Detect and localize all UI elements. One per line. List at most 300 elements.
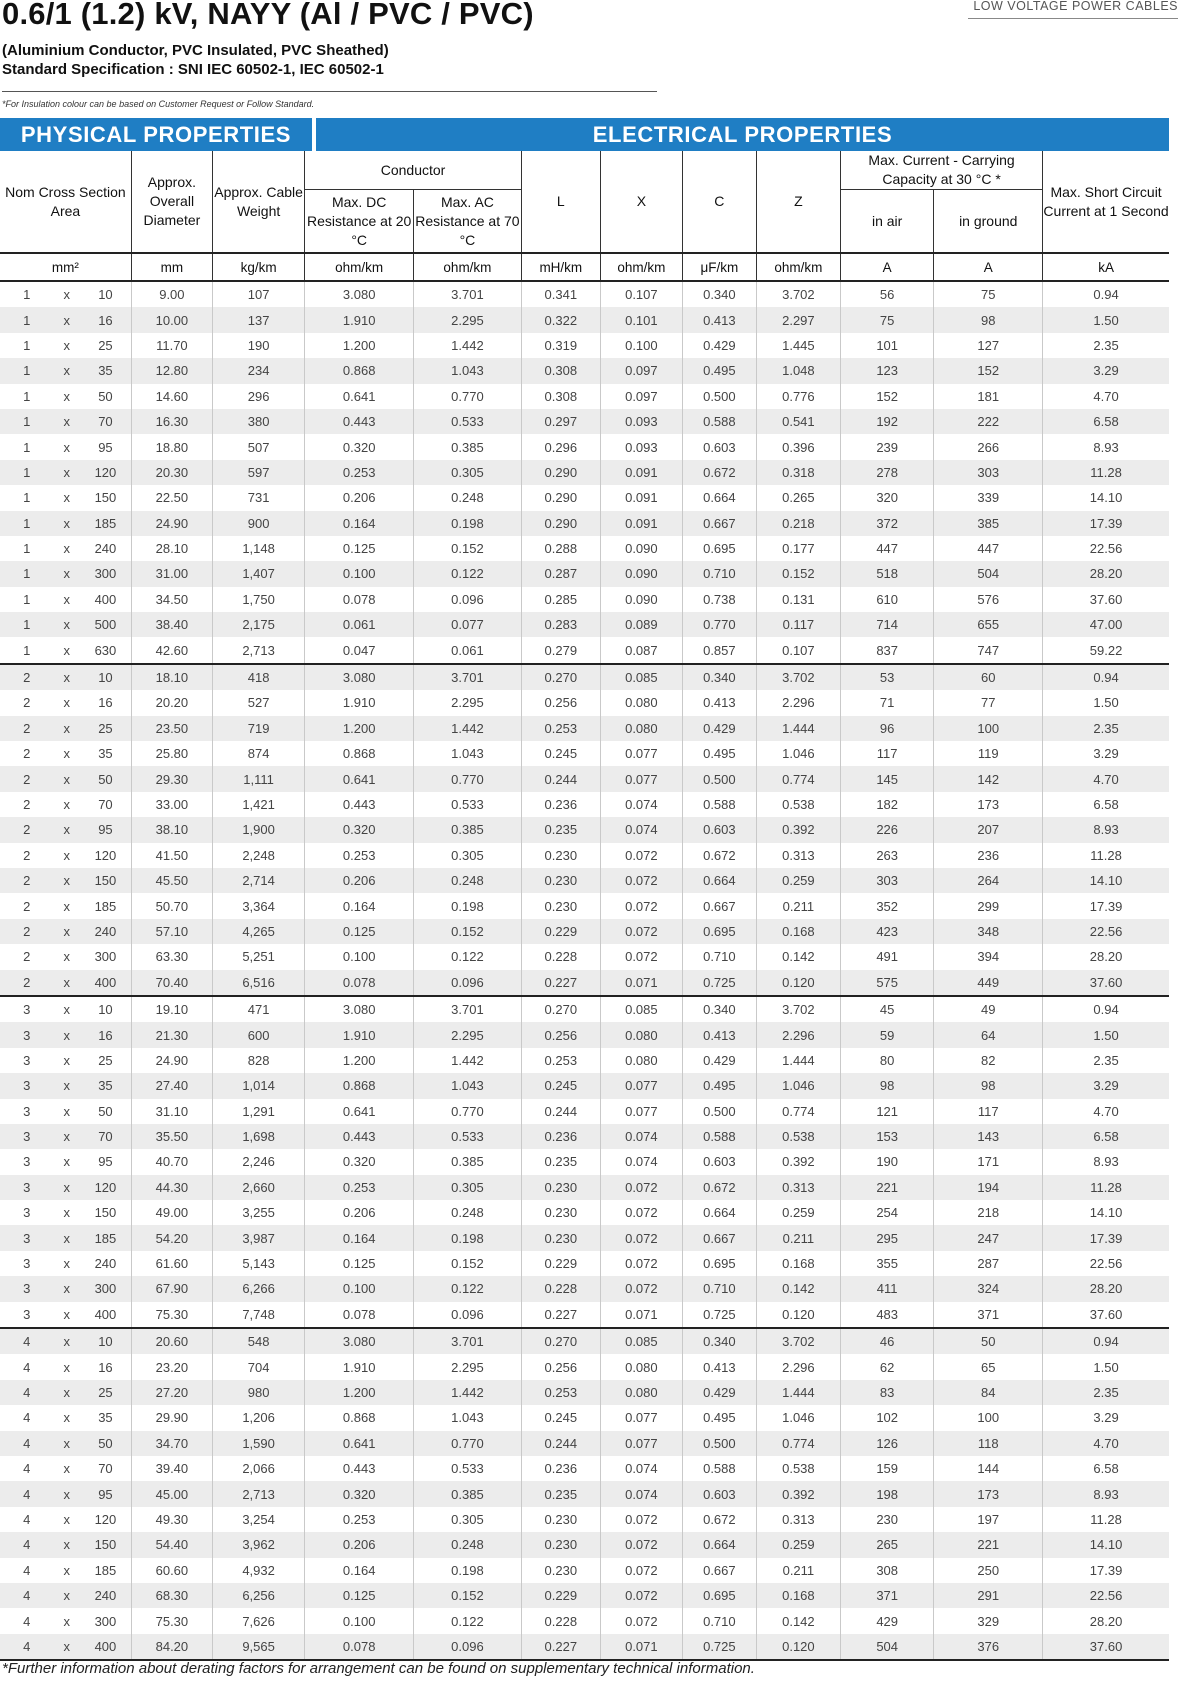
capacitance-cell: 0.710 bbox=[682, 1608, 756, 1633]
cores-cell: 1 bbox=[0, 307, 53, 332]
short-circuit-cell: 6.58 bbox=[1043, 792, 1169, 817]
reactance-cell: 0.080 bbox=[600, 1354, 682, 1379]
ac-resistance-cell: 0.385 bbox=[414, 434, 522, 459]
short-circuit-cell: 22.56 bbox=[1043, 1583, 1169, 1608]
ac-resistance-cell: 0.198 bbox=[414, 1225, 522, 1250]
capacitance-cell: 0.340 bbox=[682, 281, 756, 307]
weight-cell: 6,516 bbox=[212, 970, 304, 996]
impedance-cell: 2.296 bbox=[756, 690, 840, 715]
reactance-cell: 0.077 bbox=[600, 1099, 682, 1124]
short-circuit-cell: 6.58 bbox=[1043, 1124, 1169, 1149]
ac-resistance-cell: 0.385 bbox=[414, 1481, 522, 1506]
weight-cell: 137 bbox=[212, 307, 304, 332]
reactance-cell: 0.072 bbox=[600, 944, 682, 969]
reactance-cell: 0.072 bbox=[600, 1558, 682, 1583]
times-cell: x bbox=[53, 1431, 80, 1456]
reactance-cell: 0.090 bbox=[600, 536, 682, 561]
cores-cell: 1 bbox=[0, 409, 53, 434]
reactance-cell: 0.072 bbox=[600, 919, 682, 944]
current-ground-cell: 142 bbox=[934, 766, 1043, 791]
diameter-cell: 34.70 bbox=[131, 1431, 212, 1456]
dc-resistance-cell: 0.078 bbox=[305, 970, 414, 996]
times-cell: x bbox=[63, 1052, 70, 1068]
current-air-cell: 45 bbox=[840, 996, 933, 1022]
dc-resistance-cell: 1.910 bbox=[305, 690, 414, 715]
header-in-ground: in ground bbox=[934, 190, 1043, 254]
dc-resistance-cell: 3.080 bbox=[305, 1328, 414, 1354]
diameter-cell: 61.60 bbox=[131, 1251, 212, 1276]
cores-cell: 3 bbox=[0, 1073, 53, 1098]
current-air-cell: 320 bbox=[840, 485, 933, 510]
weight-cell: 1,111 bbox=[212, 766, 304, 791]
diameter-cell: 16.30 bbox=[131, 409, 212, 434]
ac-resistance-cell: 0.096 bbox=[414, 1302, 522, 1328]
short-circuit-cell: 0.94 bbox=[1043, 281, 1169, 307]
short-circuit-cell: 37.60 bbox=[1043, 1634, 1169, 1660]
table-row bbox=[0, 511, 1169, 536]
capacitance-cell: 0.588 bbox=[682, 1124, 756, 1149]
weight-cell: 4,932 bbox=[212, 1558, 304, 1583]
dc-resistance-cell: 0.078 bbox=[305, 587, 414, 612]
impedance-cell: 0.218 bbox=[756, 511, 840, 536]
impedance-cell: 0.538 bbox=[756, 792, 840, 817]
short-circuit-cell: 11.28 bbox=[1043, 1175, 1169, 1200]
capacitance-cell: 0.603 bbox=[682, 817, 756, 842]
footnote: *Further information about derating factors for arrangement can be found on supplementary technical information. bbox=[2, 1660, 755, 1677]
times-cell: x bbox=[53, 664, 80, 690]
short-circuit-cell: 4.70 bbox=[1043, 1431, 1169, 1456]
capacitance-cell: 0.738 bbox=[682, 587, 756, 612]
cores-cell: 1 bbox=[23, 490, 31, 506]
weight-cell: 3,987 bbox=[212, 1225, 304, 1250]
diameter-cell: 24.90 bbox=[131, 1048, 212, 1073]
category-label: LOW VOLTAGE POWER CABLES bbox=[973, 0, 1178, 13]
current-air-cell: 429 bbox=[840, 1608, 933, 1633]
reactance-cell: 0.074 bbox=[600, 817, 682, 842]
current-air-cell: 117 bbox=[840, 741, 933, 766]
reactance-cell: 0.091 bbox=[600, 460, 682, 485]
impedance-cell: 1.445 bbox=[756, 333, 840, 358]
times-cell: x bbox=[53, 409, 80, 434]
impedance-cell: 2.297 bbox=[756, 307, 840, 332]
diameter-cell: 31.00 bbox=[131, 561, 212, 586]
weight-cell: 548 bbox=[212, 1328, 304, 1354]
capacitance-cell: 0.413 bbox=[682, 690, 756, 715]
inductance-cell: 0.230 bbox=[521, 1558, 600, 1583]
impedance-cell: 3.702 bbox=[756, 664, 840, 690]
cores-cell: 3 bbox=[23, 1052, 31, 1068]
reactance-cell: 0.072 bbox=[600, 1251, 682, 1276]
capacitance-cell: 0.667 bbox=[682, 1558, 756, 1583]
table-row bbox=[0, 1507, 1169, 1532]
times-cell: x bbox=[53, 1175, 80, 1200]
cores-cell: 2 bbox=[0, 664, 53, 690]
unit-area: mm² bbox=[0, 253, 131, 281]
short-circuit-cell: 14.10 bbox=[1043, 485, 1169, 510]
weight-cell: 380 bbox=[212, 409, 304, 434]
reactance-cell: 0.072 bbox=[600, 1507, 682, 1532]
times-cell: x bbox=[63, 1154, 70, 1170]
diameter-cell: 20.60 bbox=[131, 1328, 212, 1354]
short-circuit-cell: 28.20 bbox=[1043, 944, 1169, 969]
times-cell: x bbox=[63, 949, 70, 965]
weight-cell: 7,748 bbox=[212, 1302, 304, 1328]
capacitance-cell: 0.664 bbox=[682, 485, 756, 510]
inductance-cell: 0.227 bbox=[521, 1302, 600, 1328]
ac-resistance-cell: 0.385 bbox=[414, 1149, 522, 1174]
area-cell: 35 bbox=[80, 1073, 131, 1098]
current-air-cell: 226 bbox=[840, 817, 933, 842]
ac-resistance-cell: 1.442 bbox=[414, 1048, 522, 1073]
dc-resistance-cell: 0.443 bbox=[305, 1456, 414, 1481]
reactance-cell: 0.077 bbox=[600, 1405, 682, 1430]
reactance-cell: 0.077 bbox=[600, 1431, 682, 1456]
current-ground-cell: 173 bbox=[934, 792, 1043, 817]
ac-resistance-cell: 0.096 bbox=[414, 587, 522, 612]
table-row bbox=[0, 1225, 1169, 1250]
impedance-cell: 0.152 bbox=[756, 561, 840, 586]
inductance-cell: 0.229 bbox=[521, 1583, 600, 1608]
area-cell: 500 bbox=[80, 612, 131, 637]
page-title: 0.6/1 (1.2) kV, NAYY (Al / PVC / PVC) bbox=[2, 0, 534, 31]
current-air-cell: 423 bbox=[840, 919, 933, 944]
area-cell: 185 bbox=[80, 511, 131, 536]
impedance-cell: 0.117 bbox=[756, 612, 840, 637]
diameter-cell: 20.30 bbox=[131, 460, 212, 485]
dc-resistance-cell: 0.047 bbox=[305, 637, 414, 663]
times-cell: x bbox=[63, 337, 70, 353]
area-cell: 25 bbox=[98, 1052, 113, 1068]
inductance-cell: 0.279 bbox=[521, 637, 600, 663]
capacitance-cell: 0.495 bbox=[682, 1405, 756, 1430]
impedance-cell: 0.392 bbox=[756, 1481, 840, 1506]
ac-resistance-cell: 0.533 bbox=[414, 1124, 522, 1149]
current-air-cell: 62 bbox=[840, 1354, 933, 1379]
cores-cell: 2 bbox=[0, 868, 53, 893]
short-circuit-cell: 8.93 bbox=[1043, 1481, 1169, 1506]
area-cell: 16 bbox=[80, 307, 131, 332]
diameter-cell: 34.50 bbox=[131, 587, 212, 612]
dc-resistance-cell: 0.164 bbox=[305, 1558, 414, 1583]
current-air-cell: 75 bbox=[840, 307, 933, 332]
impedance-cell: 0.538 bbox=[756, 1456, 840, 1481]
table-row bbox=[0, 868, 1169, 893]
current-ground-cell: 117 bbox=[934, 1099, 1043, 1124]
ac-resistance-cell: 0.305 bbox=[414, 460, 522, 485]
current-air-cell: 308 bbox=[840, 1558, 933, 1583]
weight-cell: 9,565 bbox=[212, 1634, 304, 1660]
dc-resistance-cell: 0.320 bbox=[305, 434, 414, 459]
dc-resistance-cell: 1.200 bbox=[305, 1048, 414, 1073]
inductance-cell: 0.296 bbox=[521, 434, 600, 459]
weight-cell: 1,698 bbox=[212, 1124, 304, 1149]
impedance-cell: 0.259 bbox=[756, 1200, 840, 1225]
area-cell: 50 bbox=[80, 766, 131, 791]
ac-resistance-cell: 3.701 bbox=[414, 996, 522, 1022]
current-air-cell: 355 bbox=[840, 1251, 933, 1276]
table-row bbox=[0, 281, 1169, 307]
table-row bbox=[0, 996, 1169, 1022]
dc-resistance-cell: 0.641 bbox=[305, 766, 414, 791]
header-conductor: Conductor bbox=[305, 151, 522, 190]
times-cell: x bbox=[53, 1022, 80, 1047]
current-air-cell: 221 bbox=[840, 1175, 933, 1200]
times-cell: x bbox=[53, 511, 80, 536]
ac-resistance-cell: 0.305 bbox=[414, 1175, 522, 1200]
dc-resistance-cell: 0.253 bbox=[305, 460, 414, 485]
impedance-cell: 1.444 bbox=[756, 1380, 840, 1405]
impedance-cell: 0.142 bbox=[756, 1276, 840, 1301]
current-ground-cell: 447 bbox=[934, 536, 1043, 561]
current-air-cell: 371 bbox=[840, 1583, 933, 1608]
header-divider bbox=[2, 91, 657, 92]
header-current: Max. Current - Carrying Capacity at 30 °C * bbox=[840, 151, 1042, 190]
inductance-cell: 0.245 bbox=[521, 1073, 600, 1098]
area-cell: 70 bbox=[80, 1124, 131, 1149]
dc-resistance-cell: 0.443 bbox=[305, 409, 414, 434]
area-cell: 10 bbox=[80, 996, 131, 1022]
capacitance-cell: 0.495 bbox=[682, 1073, 756, 1098]
weight-cell: 1,407 bbox=[212, 561, 304, 586]
table-row bbox=[0, 434, 1169, 459]
capacitance-cell: 0.603 bbox=[682, 1149, 756, 1174]
current-ground-cell: 60 bbox=[934, 664, 1043, 690]
weight-cell: 2,713 bbox=[212, 637, 304, 663]
dc-resistance-cell: 0.320 bbox=[305, 1149, 414, 1174]
cores-cell: 1 bbox=[23, 541, 31, 557]
current-air-cell: 447 bbox=[840, 536, 933, 561]
times-cell: x bbox=[63, 388, 70, 404]
area-cell: 240 bbox=[94, 541, 117, 557]
capacitance-cell: 0.603 bbox=[682, 434, 756, 459]
short-circuit-cell: 17.39 bbox=[1043, 893, 1169, 918]
capacitance-cell: 0.664 bbox=[682, 1532, 756, 1557]
table-row bbox=[0, 1328, 1169, 1354]
cores-cell: 2 bbox=[23, 746, 31, 762]
cores-cell: 4 bbox=[23, 1562, 31, 1578]
current-ground-cell: 65 bbox=[934, 1354, 1043, 1379]
reactance-cell: 0.077 bbox=[600, 766, 682, 791]
capacitance-cell: 0.340 bbox=[682, 1328, 756, 1354]
reactance-cell: 0.090 bbox=[600, 561, 682, 586]
reactance-cell: 0.072 bbox=[600, 868, 682, 893]
current-air-cell: 518 bbox=[840, 561, 933, 586]
dc-resistance-cell: 0.100 bbox=[305, 561, 414, 586]
ac-resistance-cell: 1.442 bbox=[414, 716, 522, 741]
area-cell: 300 bbox=[94, 949, 117, 965]
ac-resistance-cell: 0.770 bbox=[414, 766, 522, 791]
table-row bbox=[0, 1048, 1169, 1073]
header-diameter: Approx. Overall Diameter bbox=[131, 151, 212, 253]
dc-resistance-cell: 0.206 bbox=[305, 1200, 414, 1225]
times-cell: x bbox=[63, 439, 70, 455]
area-cell: 120 bbox=[94, 847, 117, 863]
area-cell: 10 bbox=[98, 287, 113, 303]
inductance-cell: 0.290 bbox=[521, 485, 600, 510]
inductance-cell: 0.229 bbox=[521, 1251, 600, 1276]
times-cell: x bbox=[53, 817, 80, 842]
weight-cell: 1,291 bbox=[212, 1099, 304, 1124]
weight-cell: 2,246 bbox=[212, 1149, 304, 1174]
impedance-cell: 0.392 bbox=[756, 817, 840, 842]
inductance-cell: 0.235 bbox=[521, 1481, 600, 1506]
area-cell: 150 bbox=[80, 868, 131, 893]
area-cell: 240 bbox=[94, 1256, 117, 1272]
ac-resistance-cell: 1.043 bbox=[414, 1073, 522, 1098]
short-circuit-cell: 3.29 bbox=[1043, 1405, 1169, 1430]
reactance-cell: 0.074 bbox=[600, 1481, 682, 1506]
inductance-cell: 0.230 bbox=[521, 1225, 600, 1250]
current-ground-cell: 339 bbox=[934, 485, 1043, 510]
area-cell: 10 bbox=[80, 1328, 131, 1354]
dc-resistance-cell: 0.641 bbox=[305, 1431, 414, 1456]
impedance-cell: 0.177 bbox=[756, 536, 840, 561]
cores-cell: 2 bbox=[0, 817, 53, 842]
dc-resistance-cell: 3.080 bbox=[305, 664, 414, 690]
current-air-cell: 230 bbox=[840, 1507, 933, 1532]
cores-cell: 3 bbox=[0, 996, 53, 1022]
dc-resistance-cell: 0.253 bbox=[305, 1507, 414, 1532]
short-circuit-cell: 3.29 bbox=[1043, 1073, 1169, 1098]
impedance-cell: 0.142 bbox=[756, 944, 840, 969]
dc-resistance-cell: 0.164 bbox=[305, 511, 414, 536]
times-cell: x bbox=[53, 868, 80, 893]
header-ac-resistance: Max. AC Resistance at 70 °C bbox=[414, 190, 522, 254]
area-cell: 95 bbox=[98, 439, 113, 455]
inductance-cell: 0.256 bbox=[521, 1022, 600, 1047]
reactance-cell: 0.085 bbox=[600, 664, 682, 690]
capacitance-cell: 0.500 bbox=[682, 766, 756, 791]
times-cell: x bbox=[63, 591, 70, 607]
capacitance-cell: 0.588 bbox=[682, 1456, 756, 1481]
capacitance-cell: 0.672 bbox=[682, 1507, 756, 1532]
current-ground-cell: 98 bbox=[934, 307, 1043, 332]
table-row bbox=[0, 664, 1169, 690]
header-z: Z bbox=[756, 151, 840, 253]
short-circuit-cell: 4.70 bbox=[1043, 1099, 1169, 1124]
current-ground-cell: 207 bbox=[934, 817, 1043, 842]
diameter-cell: 42.60 bbox=[131, 637, 212, 663]
short-circuit-cell: 17.39 bbox=[1043, 1225, 1169, 1250]
diameter-cell: 39.40 bbox=[131, 1456, 212, 1481]
weight-cell: 1,750 bbox=[212, 587, 304, 612]
impedance-cell: 0.313 bbox=[756, 1507, 840, 1532]
weight-cell: 234 bbox=[212, 358, 304, 383]
times-cell: x bbox=[63, 746, 70, 762]
short-circuit-cell: 28.20 bbox=[1043, 561, 1169, 586]
area-cell: 185 bbox=[94, 898, 117, 914]
cores-cell: 3 bbox=[23, 1205, 31, 1221]
cores-cell: 4 bbox=[23, 1410, 31, 1426]
current-air-cell: 159 bbox=[840, 1456, 933, 1481]
times-cell: x bbox=[63, 898, 70, 914]
dc-resistance-cell: 0.868 bbox=[305, 741, 414, 766]
current-air-cell: 295 bbox=[840, 1225, 933, 1250]
reactance-cell: 0.077 bbox=[600, 1073, 682, 1098]
weight-cell: 527 bbox=[212, 690, 304, 715]
unit-diameter: mm bbox=[131, 253, 212, 281]
diameter-cell: 75.30 bbox=[131, 1302, 212, 1328]
impedance-cell: 0.131 bbox=[756, 587, 840, 612]
diameter-cell: 27.40 bbox=[131, 1073, 212, 1098]
diameter-cell: 20.20 bbox=[131, 690, 212, 715]
dc-resistance-cell: 0.078 bbox=[305, 1302, 414, 1328]
inductance-cell: 0.236 bbox=[521, 792, 600, 817]
ac-resistance-cell: 0.533 bbox=[414, 1456, 522, 1481]
times-cell: x bbox=[53, 1532, 80, 1557]
diameter-cell: 45.00 bbox=[131, 1481, 212, 1506]
area-cell: 240 bbox=[80, 1583, 131, 1608]
capacitance-cell: 0.500 bbox=[682, 1099, 756, 1124]
impedance-cell: 0.168 bbox=[756, 1251, 840, 1276]
area-cell: 70 bbox=[98, 1461, 113, 1477]
current-air-cell: 153 bbox=[840, 1124, 933, 1149]
current-ground-cell: 64 bbox=[934, 1022, 1043, 1047]
cores-cell: 3 bbox=[0, 1022, 53, 1047]
weight-cell: 1,590 bbox=[212, 1431, 304, 1456]
area-cell: 150 bbox=[94, 490, 117, 506]
cores-cell: 3 bbox=[23, 1154, 31, 1170]
diameter-cell: 9.00 bbox=[131, 281, 212, 307]
inductance-cell: 0.230 bbox=[521, 1532, 600, 1557]
unit-ac: ohm/km bbox=[414, 253, 522, 281]
dc-resistance-cell: 0.125 bbox=[305, 536, 414, 561]
current-ground-cell: 385 bbox=[934, 511, 1043, 536]
cores-cell: 4 bbox=[23, 1359, 31, 1375]
inductance-cell: 0.253 bbox=[521, 716, 600, 741]
cores-cell: 3 bbox=[0, 1276, 53, 1301]
weight-cell: 471 bbox=[212, 996, 304, 1022]
weight-cell: 3,254 bbox=[212, 1507, 304, 1532]
current-air-cell: 491 bbox=[840, 944, 933, 969]
area-cell: 300 bbox=[80, 561, 131, 586]
table-row bbox=[0, 766, 1169, 791]
impedance-cell: 1.444 bbox=[756, 716, 840, 741]
unit-x: ohm/km bbox=[600, 253, 682, 281]
inductance-cell: 0.270 bbox=[521, 996, 600, 1022]
dc-resistance-cell: 0.253 bbox=[305, 1175, 414, 1200]
current-ground-cell: 222 bbox=[934, 409, 1043, 434]
diameter-cell: 70.40 bbox=[131, 970, 212, 996]
weight-cell: 190 bbox=[212, 333, 304, 358]
table-row bbox=[0, 919, 1169, 944]
reactance-cell: 0.074 bbox=[600, 1124, 682, 1149]
weight-cell: 2,175 bbox=[212, 612, 304, 637]
inductance-cell: 0.245 bbox=[521, 1405, 600, 1430]
current-air-cell: 483 bbox=[840, 1302, 933, 1328]
impedance-cell: 3.702 bbox=[756, 996, 840, 1022]
capacitance-cell: 0.588 bbox=[682, 409, 756, 434]
impedance-cell: 3.702 bbox=[756, 1328, 840, 1354]
ac-resistance-cell: 1.442 bbox=[414, 1380, 522, 1405]
capacitance-cell: 0.725 bbox=[682, 1302, 756, 1328]
short-circuit-cell: 14.10 bbox=[1043, 1200, 1169, 1225]
times-cell: x bbox=[63, 1256, 70, 1272]
times-cell: x bbox=[53, 561, 80, 586]
table-row bbox=[0, 1456, 1169, 1481]
reactance-cell: 0.097 bbox=[600, 358, 682, 383]
inductance-cell: 0.341 bbox=[521, 281, 600, 307]
reactance-cell: 0.085 bbox=[600, 1328, 682, 1354]
area-cell: 150 bbox=[80, 1532, 131, 1557]
table-row bbox=[0, 1149, 1169, 1174]
cores-cell: 4 bbox=[0, 1583, 53, 1608]
area-cell: 70 bbox=[80, 409, 131, 434]
cores-cell: 1 bbox=[23, 337, 31, 353]
times-cell: x bbox=[63, 287, 70, 303]
reactance-cell: 0.080 bbox=[600, 1022, 682, 1047]
table-row bbox=[0, 1634, 1169, 1660]
